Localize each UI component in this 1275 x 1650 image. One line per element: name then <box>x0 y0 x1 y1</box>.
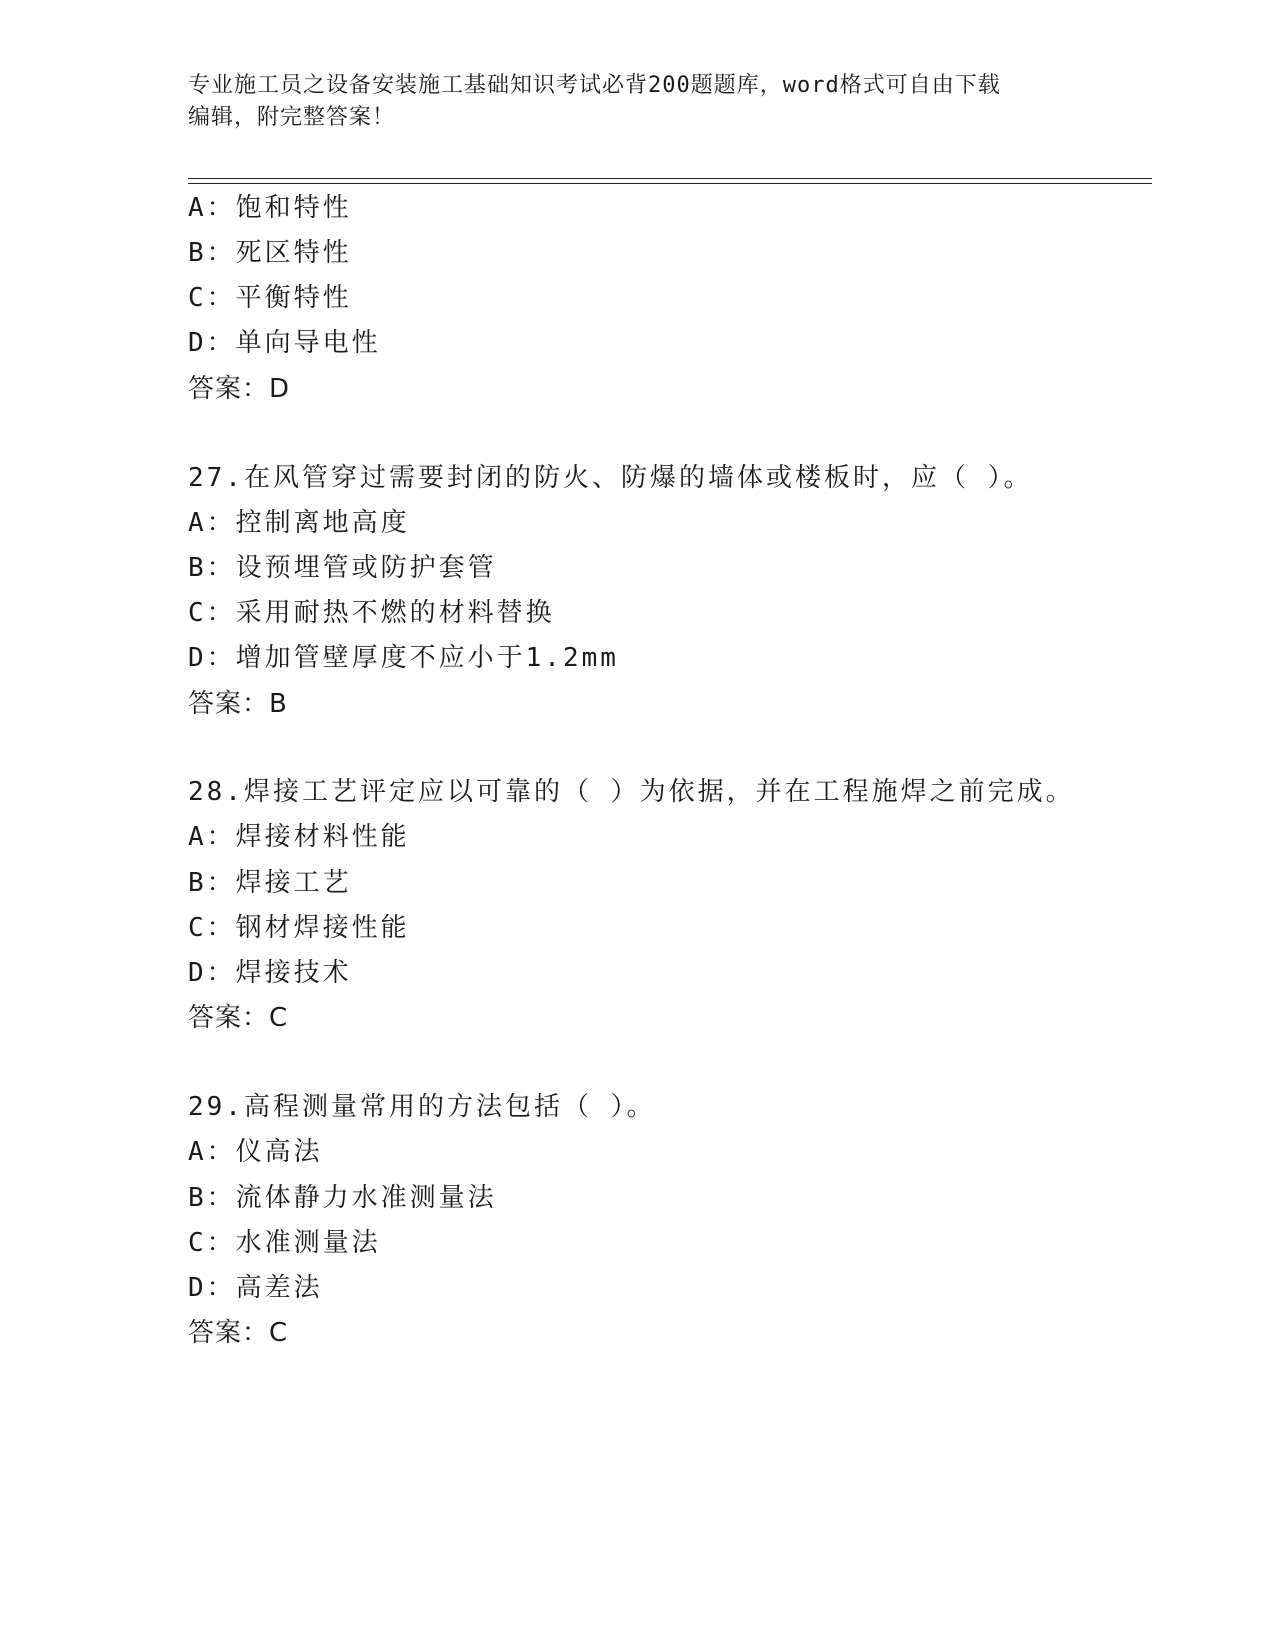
prev-option-d: D：单向导电性 <box>188 328 381 358</box>
prev-answer: 答案：D <box>188 374 291 404</box>
question-29-option-c: C：水准测量法 <box>188 1228 381 1258</box>
question-29-option-d: D：高差法 <box>188 1273 323 1303</box>
header-divider-top <box>188 178 1152 179</box>
question-27-stem: 27.在风管穿过需要封闭的防火、防爆的墙体或楼板时，应（ ）。 <box>188 463 1033 493</box>
prev-option-c: C：平衡特性 <box>188 283 352 313</box>
question-27-option-b: B：设预埋管或防护套管 <box>188 553 497 583</box>
question-27-option-c: C：采用耐热不燃的材料替换 <box>188 598 555 628</box>
prev-option-b: B：死区特性 <box>188 238 352 268</box>
question-29-answer: 答案：C <box>188 1318 289 1348</box>
document-header <box>188 70 1088 134</box>
question-29-stem: 29.高程测量常用的方法包括（ ）。 <box>188 1092 656 1122</box>
question-28-option-a: A：焊接材料性能 <box>188 822 410 852</box>
header-line-1: 专业施工员之设备安装施工基础知识考试必背200题题库，word格式可自由下载 <box>188 73 1001 98</box>
question-28-option-c: C：钢材焊接性能 <box>188 913 410 943</box>
question-28-stem: 28.焊接工艺评定应以可靠的（ ）为依据，并在工程施焊之前完成。 <box>188 777 1075 807</box>
question-28-option-d: D：焊接技术 <box>188 958 352 988</box>
header-line-2: 编辑，附完整答案！ <box>188 105 396 130</box>
question-27-answer: 答案：B <box>188 689 288 719</box>
question-27-option-d: D：增加管壁厚度不应小于1.2mm <box>188 643 619 673</box>
question-29-option-a: A：仪高法 <box>188 1137 323 1167</box>
prev-option-a: A：饱和特性 <box>188 193 352 223</box>
question-27-option-a: A：控制离地高度 <box>188 508 410 538</box>
header-divider-bottom <box>188 183 1152 184</box>
question-28-answer: 答案：C <box>188 1003 289 1033</box>
question-29-option-b: B：流体静力水准测量法 <box>188 1183 497 1213</box>
question-28-option-b: B：焊接工艺 <box>188 868 352 898</box>
